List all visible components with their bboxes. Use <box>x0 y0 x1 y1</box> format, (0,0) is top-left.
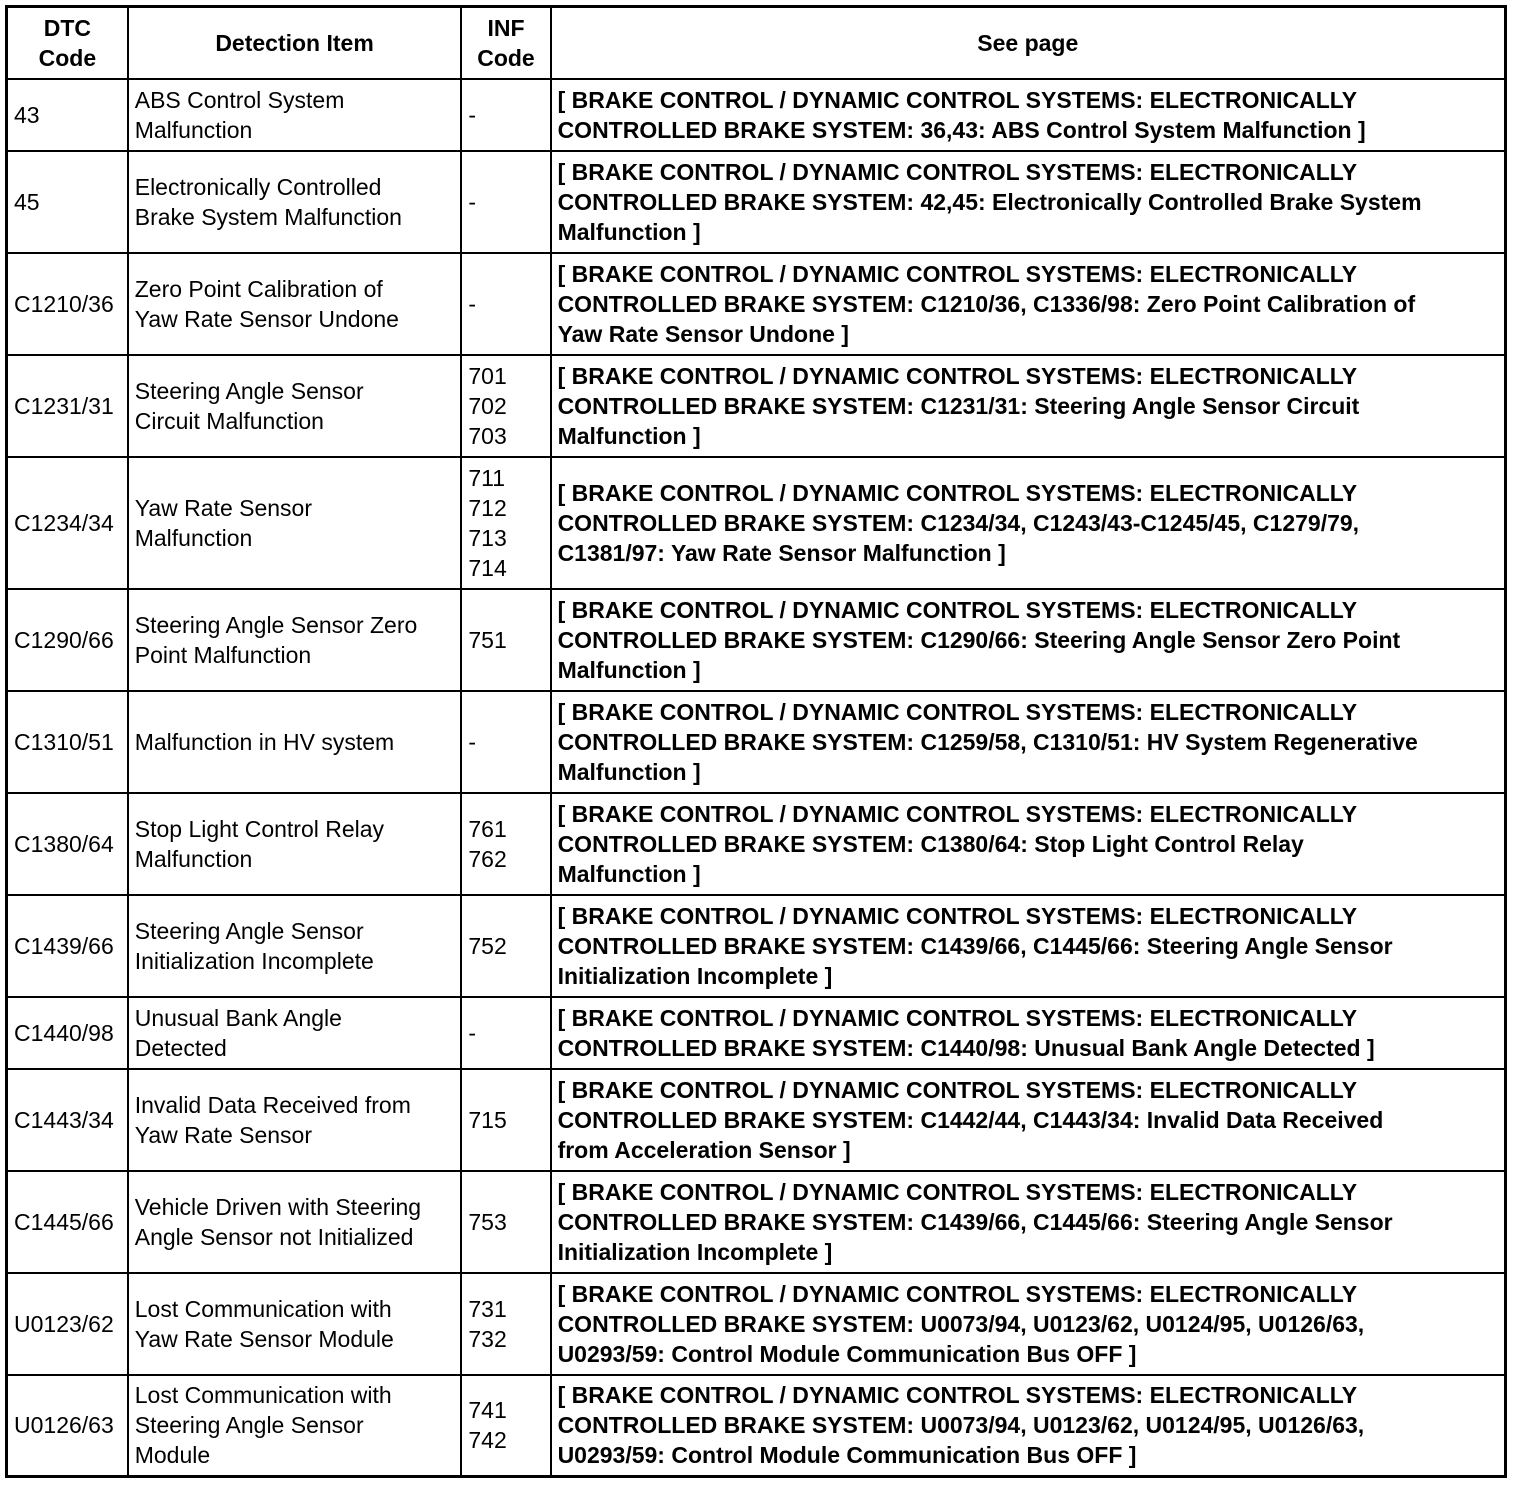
see-page-cell: [ BRAKE CONTROL / DYNAMIC CONTROL SYSTEMS: ELECTRONICALLY CONTROLLED BRAKE SYSTEM: C1231/31: Steering Angle Sensor Circuit Malfunction ] <box>551 355 1506 457</box>
inf-code-cell: - <box>461 997 550 1069</box>
inf-code-cell: 715 <box>461 1069 550 1171</box>
see-page-cell: [ BRAKE CONTROL / DYNAMIC CONTROL SYSTEMS: ELECTRONICALLY CONTROLLED BRAKE SYSTEM: 36,43: ABS Control System Malfunction ] <box>551 79 1506 151</box>
dtc-code-cell: C1310/51 <box>7 691 128 793</box>
detection-item-cell: ABS Control System Malfunction <box>128 79 462 151</box>
inf-code-cell: - <box>461 151 550 253</box>
dtc-code-cell: C1380/64 <box>7 793 128 895</box>
detection-item-cell: Unusual Bank Angle Detected <box>128 997 462 1069</box>
detection-item-cell: Electronically Controlled Brake System Malfunction <box>128 151 462 253</box>
dtc-code-cell: U0123/62 <box>7 1273 128 1375</box>
detection-item-cell: Zero Point Calibration of Yaw Rate Sensor Undone <box>128 253 462 355</box>
inf-code-cell: 701 702 703 <box>461 355 550 457</box>
table-body <box>7 79 1506 1477</box>
inf-code-cell: 752 <box>461 895 550 997</box>
table-header-row <box>7 7 1506 79</box>
header-see-page: See page <box>551 7 1506 79</box>
inf-code-cell: 761 762 <box>461 793 550 895</box>
table-row <box>7 1273 1506 1375</box>
table-row <box>7 1171 1506 1273</box>
dtc-code-cell: C1440/98 <box>7 997 128 1069</box>
inf-code-cell: 731 732 <box>461 1273 550 1375</box>
dtc-code-cell: 43 <box>7 79 128 151</box>
inf-code-cell: 753 <box>461 1171 550 1273</box>
detection-item-cell: Steering Angle Sensor Circuit Malfunction <box>128 355 462 457</box>
see-page-cell: [ BRAKE CONTROL / DYNAMIC CONTROL SYSTEMS: ELECTRONICALLY CONTROLLED BRAKE SYSTEM: C1380/64: Stop Light Control Relay Malfunction ] <box>551 793 1506 895</box>
table-row <box>7 79 1506 151</box>
table-row <box>7 793 1506 895</box>
inf-code-cell: - <box>461 691 550 793</box>
see-page-cell: [ BRAKE CONTROL / DYNAMIC CONTROL SYSTEMS: ELECTRONICALLY CONTROLLED BRAKE SYSTEM: C1439/66, C1445/66: Steering Angle Sensor Initialization Incomplete ] <box>551 895 1506 997</box>
see-page-cell: [ BRAKE CONTROL / DYNAMIC CONTROL SYSTEMS: ELECTRONICALLY CONTROLLED BRAKE SYSTEM: C1440/98: Unusual Bank Angle Detected ] <box>551 997 1506 1069</box>
dtc-code-cell: 45 <box>7 151 128 253</box>
see-page-cell: [ BRAKE CONTROL / DYNAMIC CONTROL SYSTEMS: ELECTRONICALLY CONTROLLED BRAKE SYSTEM: 42,45: Electronically Controlled Brake System Malfunction ] <box>551 151 1506 253</box>
dtc-code-cell: C1210/36 <box>7 253 128 355</box>
detection-item-cell: Steering Angle Sensor Zero Point Malfunction <box>128 589 462 691</box>
dtc-code-cell: C1290/66 <box>7 589 128 691</box>
header-dtc-code: DTC Code <box>7 7 128 79</box>
see-page-cell: [ BRAKE CONTROL / DYNAMIC CONTROL SYSTEMS: ELECTRONICALLY CONTROLLED BRAKE SYSTEM: C1234/34, C1243/43-C1245/45, C1279/79, C1381/97: Yaw Rate Sensor Malfunction ] <box>551 457 1506 589</box>
dtc-code-cell: C1445/66 <box>7 1171 128 1273</box>
dtc-code-cell: C1443/34 <box>7 1069 128 1171</box>
detection-item-cell: Yaw Rate Sensor Malfunction <box>128 457 462 589</box>
header-detection-item: Detection Item <box>128 7 462 79</box>
detection-item-cell: Vehicle Driven with Steering Angle Sensor not Initialized <box>128 1171 462 1273</box>
see-page-cell: [ BRAKE CONTROL / DYNAMIC CONTROL SYSTEMS: ELECTRONICALLY CONTROLLED BRAKE SYSTEM: C1210/36, C1336/98: Zero Point Calibration of Yaw Rate Sensor Undone ] <box>551 253 1506 355</box>
table-row <box>7 355 1506 457</box>
detection-item-cell: Lost Communication with Steering Angle Sensor Module <box>128 1375 462 1477</box>
see-page-cell: [ BRAKE CONTROL / DYNAMIC CONTROL SYSTEMS: ELECTRONICALLY CONTROLLED BRAKE SYSTEM: U0073/94, U0123/62, U0124/95, U0126/63, U0293/59: Control Module Communication Bus OFF ] <box>551 1273 1506 1375</box>
table-row <box>7 457 1506 589</box>
see-page-cell: [ BRAKE CONTROL / DYNAMIC CONTROL SYSTEMS: ELECTRONICALLY CONTROLLED BRAKE SYSTEM: C1290/66: Steering Angle Sensor Zero Point Malfunction ] <box>551 589 1506 691</box>
inf-code-cell: 741 742 <box>461 1375 550 1477</box>
detection-item-cell: Malfunction in HV system <box>128 691 462 793</box>
dtc-code-cell: C1439/66 <box>7 895 128 997</box>
dtc-code-cell: U0126/63 <box>7 1375 128 1477</box>
inf-code-cell: - <box>461 253 550 355</box>
table-row <box>7 1069 1506 1171</box>
table-row <box>7 589 1506 691</box>
dtc-table <box>5 5 1507 1478</box>
header-inf-code: INF Code <box>461 7 550 79</box>
detection-item-cell: Stop Light Control Relay Malfunction <box>128 793 462 895</box>
table-row <box>7 151 1506 253</box>
table-row <box>7 1375 1506 1477</box>
inf-code-cell: 711 712 713 714 <box>461 457 550 589</box>
see-page-cell: [ BRAKE CONTROL / DYNAMIC CONTROL SYSTEMS: ELECTRONICALLY CONTROLLED BRAKE SYSTEM: C1442/44, C1443/34: Invalid Data Received from Acceleration Sensor ] <box>551 1069 1506 1171</box>
see-page-cell: [ BRAKE CONTROL / DYNAMIC CONTROL SYSTEMS: ELECTRONICALLY CONTROLLED BRAKE SYSTEM: C1259/58, C1310/51: HV System Regenerative Malfunction ] <box>551 691 1506 793</box>
see-page-cell: [ BRAKE CONTROL / DYNAMIC CONTROL SYSTEMS: ELECTRONICALLY CONTROLLED BRAKE SYSTEM: U0073/94, U0123/62, U0124/95, U0126/63, U0293/59: Control Module Communication Bus OFF ] <box>551 1375 1506 1477</box>
see-page-cell: [ BRAKE CONTROL / DYNAMIC CONTROL SYSTEMS: ELECTRONICALLY CONTROLLED BRAKE SYSTEM: C1439/66, C1445/66: Steering Angle Sensor Initialization Incomplete ] <box>551 1171 1506 1273</box>
table-row <box>7 997 1506 1069</box>
dtc-code-cell: C1234/34 <box>7 457 128 589</box>
table-row <box>7 691 1506 793</box>
detection-item-cell: Steering Angle Sensor Initialization Incomplete <box>128 895 462 997</box>
detection-item-cell: Lost Communication with Yaw Rate Sensor Module <box>128 1273 462 1375</box>
table-row <box>7 895 1506 997</box>
dtc-code-cell: C1231/31 <box>7 355 128 457</box>
table-row <box>7 253 1506 355</box>
inf-code-cell: 751 <box>461 589 550 691</box>
inf-code-cell: - <box>461 79 550 151</box>
detection-item-cell: Invalid Data Received from Yaw Rate Sensor <box>128 1069 462 1171</box>
